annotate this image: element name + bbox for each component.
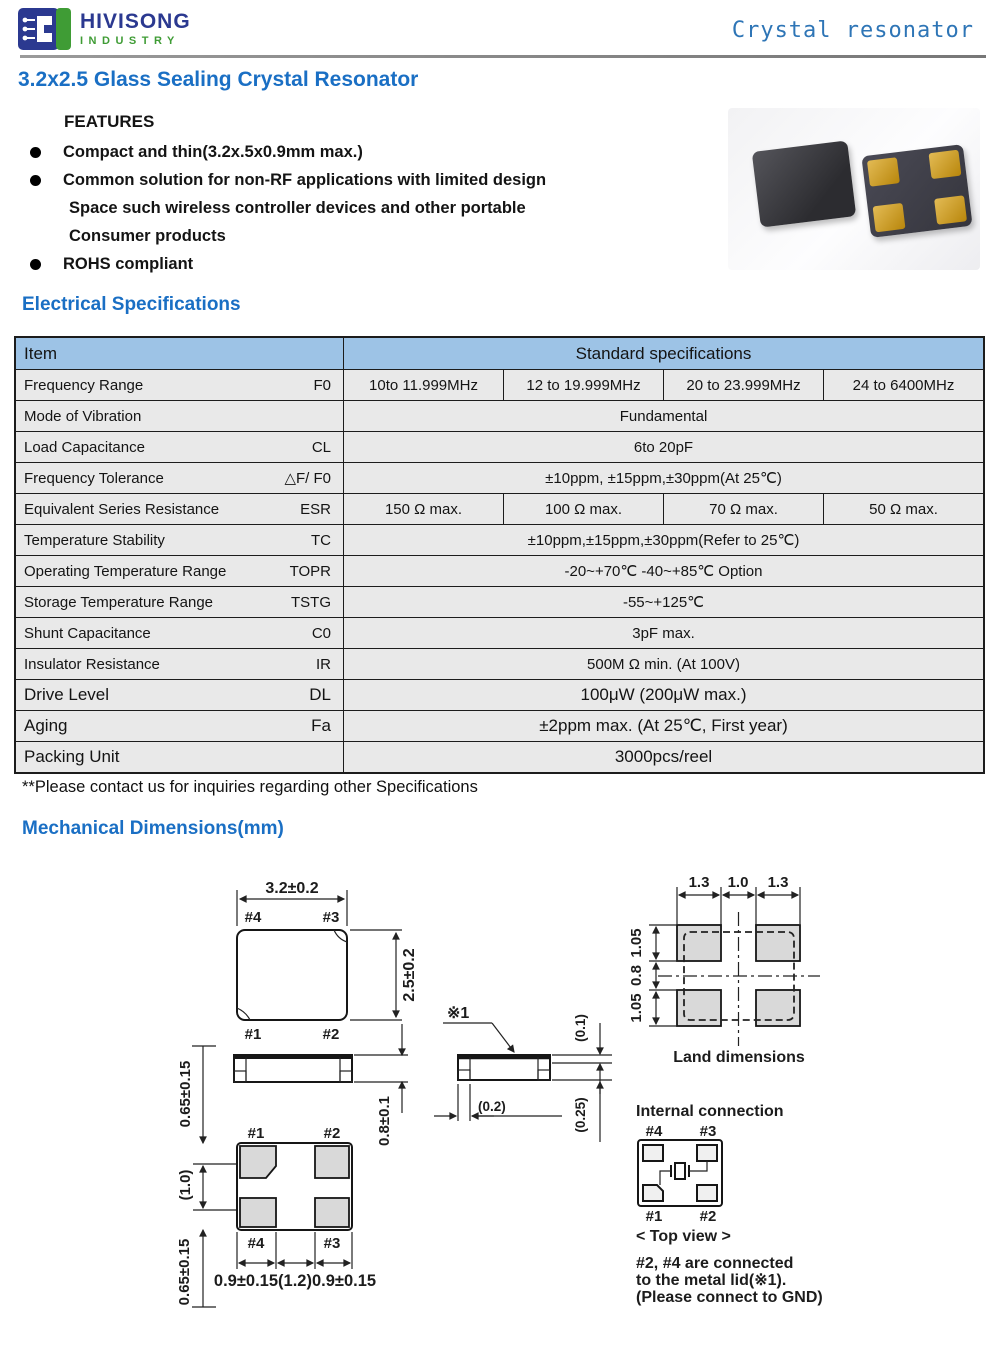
- table-header-row: [16, 338, 983, 369]
- item-symbol: TC: [311, 531, 331, 549]
- spec-cell: 500M Ω min. (At 100V): [344, 649, 983, 679]
- item-symbol: △F/ F0: [284, 470, 331, 487]
- land-dim-label: 1.3: [688, 874, 710, 891]
- bullet-icon: [30, 147, 41, 158]
- land-dim-label: 0.8: [628, 965, 645, 986]
- feature-text: Compact and thin(3.2x.5x0.9mm max.): [63, 143, 363, 161]
- item-label: Storage Temperature Range: [24, 593, 214, 611]
- electrical-spec-table: [14, 336, 985, 774]
- dim-bottom-label: 0.9±0.15(1.2)0.9±0.15: [213, 1272, 377, 1290]
- pad-label: #3: [322, 909, 340, 926]
- page-title: 3.2x2.5 Glass Sealing Crystal Resonator: [18, 68, 419, 91]
- table-row: [16, 586, 983, 617]
- spec-cell: -55~+125℃: [344, 587, 983, 617]
- table-row: [16, 555, 983, 586]
- spec-cell: 24 to 6400MHz: [824, 370, 983, 400]
- header-divider: [20, 55, 986, 58]
- top-view-diagram: [237, 880, 418, 1043]
- spec-cell: 3pF max.: [344, 618, 983, 648]
- item-label: Temperature Stability: [24, 531, 165, 549]
- land-dimensions-diagram: [628, 874, 820, 1066]
- pad-label: #3: [323, 1235, 341, 1252]
- land-dim-label: 1.0: [727, 874, 749, 891]
- table-row: [16, 679, 983, 710]
- item-label: Frequency Range: [24, 376, 144, 394]
- dim-pad-height-label: 0.65±0.15: [177, 1060, 194, 1128]
- spec-cell: 3000pcs/reel: [344, 742, 983, 772]
- item-symbol: ESR: [300, 500, 331, 518]
- land-dim-label: 1.3: [767, 874, 789, 891]
- left-dimension-chain: [176, 1046, 237, 1307]
- pad-label: #1: [247, 1125, 265, 1142]
- item-symbol: Fa: [311, 716, 331, 735]
- internal-connection-diagram: [636, 1103, 823, 1306]
- spec-cell: 12 to 19.999MHz: [504, 370, 664, 400]
- logo-name: HIVISONG: [80, 10, 191, 33]
- feature-text: Space such wireless controller devices and other portable: [69, 199, 526, 217]
- spec-cell: 100μW (200μW max.): [344, 680, 983, 710]
- dim-width-label: 3.2±0.2: [265, 880, 319, 897]
- logo-subtitle: INDUSTRY: [80, 35, 180, 47]
- item-label: Insulator Resistance: [24, 655, 160, 673]
- feature-item: [28, 166, 728, 250]
- lid-reference-mark: ※1: [447, 1005, 470, 1022]
- table-row: [16, 741, 983, 772]
- item-label: Mode of Vibration: [24, 407, 142, 425]
- spec-cell: -20~+70℃ -40~+85℃ Option: [344, 556, 983, 586]
- spec-cell: 6to 20pF: [344, 432, 983, 462]
- pad-label: #1: [645, 1208, 663, 1225]
- bottom-view-diagram: [214, 1125, 376, 1290]
- land-dim-label: 1.05: [628, 928, 645, 958]
- spec-cell: 10to 11.999MHz: [344, 370, 504, 400]
- spec-cell: ±10ppm,±15ppm,±30ppm(Refer to 25℃): [344, 525, 983, 555]
- table-row: [16, 524, 983, 555]
- gold-pad: [934, 195, 967, 224]
- pad-label: #4: [244, 909, 262, 926]
- table-row: [16, 493, 983, 524]
- gold-pad: [873, 203, 906, 232]
- item-label: Aging: [24, 716, 68, 735]
- lid-side-view-diagram: [434, 1005, 612, 1142]
- spec-note: **Please contact us for inquiries regarding other Specifications: [22, 778, 478, 796]
- bullet-icon: [30, 259, 41, 270]
- item-label: Operating Temperature Range: [24, 562, 227, 580]
- item-label: Shunt Capacitance: [24, 624, 151, 642]
- spec-cell: 150 Ω max.: [344, 494, 504, 524]
- dim-lid-label: (0.1): [573, 1014, 588, 1042]
- dim-thickness-label: 0.8±0.1: [376, 1096, 393, 1146]
- table-row: [16, 400, 983, 431]
- internal-connection-title: Internal connection: [636, 1103, 784, 1120]
- product-photo: [728, 108, 980, 270]
- feature-item: [28, 250, 728, 278]
- pad-label: #2: [322, 1026, 340, 1043]
- spec-cell: 50 Ω max.: [824, 494, 983, 524]
- table-row: [16, 462, 983, 493]
- crystal-chip-bottom-view: [861, 144, 972, 238]
- table-row: [16, 431, 983, 462]
- item-label: Packing Unit: [24, 747, 120, 766]
- crystal-chip-top-view: [752, 140, 857, 227]
- feature-text: Consumer products: [69, 227, 226, 245]
- spec-cell: ±10ppm, ±15ppm,±30ppm(At 25℃): [344, 463, 983, 493]
- gold-pad: [928, 150, 961, 179]
- item-label: Drive Level: [24, 685, 110, 704]
- spec-cell: ±2ppm max. (At 25℃, First year): [344, 711, 983, 741]
- dim-pad-height-label: 0.65±0.15: [176, 1238, 193, 1306]
- pad-label: #2: [323, 1125, 341, 1142]
- top-view-caption: < Top view >: [636, 1228, 731, 1245]
- dim-standoff-label: (0.25): [573, 1097, 588, 1133]
- table-row: [16, 648, 983, 679]
- col-header-item-label: Item: [24, 343, 58, 363]
- col-header-item: [16, 338, 344, 369]
- item-symbol: DL: [309, 685, 331, 704]
- table-row: [16, 369, 983, 400]
- features-section: [28, 112, 728, 278]
- dim-gap-label: (1.0): [177, 1169, 194, 1201]
- spec-cell: 20 to 23.999MHz: [664, 370, 824, 400]
- land-dimensions-caption: Land dimensions: [673, 1049, 805, 1066]
- item-label: Frequency Tolerance: [24, 469, 164, 487]
- pad-label: #3: [699, 1123, 717, 1140]
- item-symbol: TOPR: [289, 562, 331, 580]
- spec-cell: 100 Ω max.: [504, 494, 664, 524]
- table-row: [16, 710, 983, 741]
- dim-side-label: (0.2): [478, 1099, 506, 1114]
- item-symbol: TSTG: [291, 593, 331, 611]
- table-row: [16, 617, 983, 648]
- pad-label: #1: [244, 1026, 262, 1043]
- internal-note-line: (Please connect to GND): [636, 1289, 823, 1306]
- pad-label: #4: [645, 1123, 663, 1140]
- feature-text: ROHS compliant: [63, 255, 194, 273]
- dim-height-label: 2.5±0.2: [401, 948, 418, 1002]
- feature-text: Common solution for non-RF applications with limited design: [63, 171, 547, 189]
- electrical-specs-heading: Electrical Specifications: [22, 294, 241, 315]
- item-symbol: IR: [316, 655, 331, 673]
- logo-icon: [18, 8, 72, 50]
- feature-item: [28, 138, 728, 166]
- spec-cell: 70 Ω max.: [664, 494, 824, 524]
- gold-pad: [867, 157, 900, 186]
- item-symbol: F0: [313, 376, 331, 394]
- land-dim-label: 1.05: [628, 993, 645, 1023]
- item-label: Load Capacitance: [24, 438, 145, 456]
- mechanical-drawings: [0, 866, 1000, 1346]
- company-logo: [18, 8, 191, 50]
- pad-label: #4: [247, 1235, 265, 1252]
- col-header-spec: Standard specifications: [344, 338, 983, 369]
- spec-cell: Fundamental: [344, 401, 983, 431]
- item-symbol: CL: [311, 438, 331, 456]
- internal-note-line: #2, #4 are connected: [636, 1255, 794, 1272]
- internal-note-line: to the metal lid(※1).: [636, 1272, 787, 1289]
- document-type-label: Crystal resonator: [731, 18, 974, 43]
- mechanical-dimensions-heading: Mechanical Dimensions(mm): [22, 818, 284, 839]
- item-symbol: C0: [311, 624, 331, 642]
- bullet-icon: [30, 175, 41, 186]
- features-heading: FEATURES: [64, 112, 155, 131]
- item-label: Equivalent Series Resistance: [24, 500, 220, 518]
- pad-label: #2: [699, 1208, 717, 1225]
